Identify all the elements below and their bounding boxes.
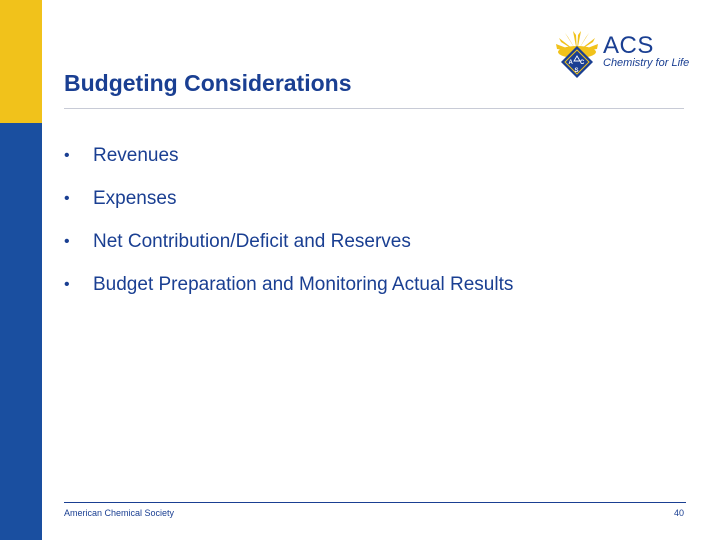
- svg-text:A: A: [568, 60, 573, 66]
- logo-tagline: Chemistry for Life: [603, 57, 690, 69]
- bullet-marker: •: [64, 276, 70, 293]
- bullet-marker: •: [64, 233, 70, 250]
- footer-organization: American Chemical Society: [64, 508, 175, 518]
- footer-divider: [64, 502, 686, 503]
- left-accent-bar: [0, 0, 42, 540]
- bullet-marker: •: [64, 147, 70, 164]
- left-accent-gold: [0, 0, 42, 123]
- page-number: 40: [673, 508, 684, 518]
- svg-text:C: C: [580, 60, 585, 66]
- logo-wordmark: ACS: [603, 32, 654, 59]
- slide-title: Budgeting Considerations: [64, 70, 352, 96]
- acs-logo: [553, 30, 691, 82]
- bullet-marker: •: [64, 190, 70, 207]
- svg-text:S: S: [574, 68, 579, 74]
- bullet-text: Revenues: [93, 145, 179, 166]
- title-divider: [64, 108, 684, 109]
- bullet-text: Budget Preparation and Monitoring Actual Results: [93, 274, 514, 295]
- bullet-text: Expenses: [93, 188, 177, 209]
- acs-emblem-icon: [553, 30, 601, 82]
- bullet-text: Net Contribution/Deficit and Reserves: [93, 231, 411, 252]
